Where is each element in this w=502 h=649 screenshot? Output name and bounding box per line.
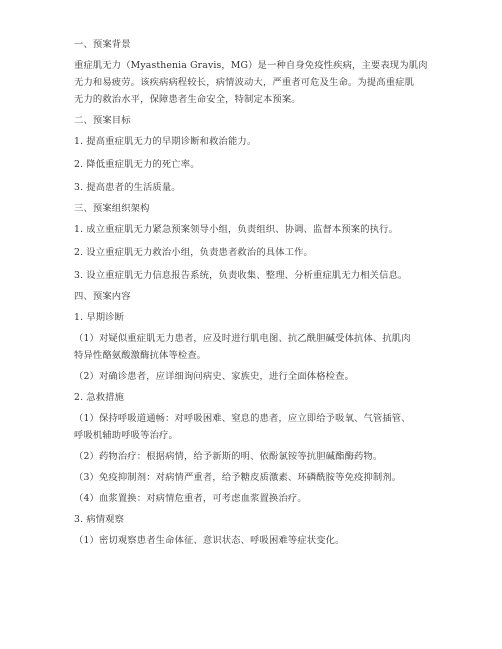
section-heading-goals: 二、预案目标 <box>74 115 131 126</box>
item-line: 呼吸机辅助呼吸等治疗。 <box>74 430 178 441</box>
subsection-title-early-diagnosis: 1. 早期诊断 <box>74 312 125 323</box>
goal-item: 1. 提高重症肌无力的早期诊断和救治能力。 <box>74 136 257 147</box>
document-page <box>74 38 434 547</box>
paragraph-line: 无力的救治水平，保障患者生命安全，特制定本预案。 <box>74 94 301 105</box>
emergency-item-2: （2）药物治疗：根据病情，给予新斯的明、依酚氯铵等抗胆碱酯酶药物。 <box>74 451 383 462</box>
section-heading-background: 一、预案背景 <box>74 39 131 50</box>
organization-item: 2. 设立重症肌无力救治小组，负责患者救治的具体工作。 <box>74 247 314 258</box>
goal-item: 2. 降低重症肌无力的死亡率。 <box>74 159 200 170</box>
emergency-item-4: （4）血浆置换：对病情危重者，可考虑血浆置换治疗。 <box>74 493 307 504</box>
paragraph-line: 无力和易疲劳。该疾病病程较长，病情波动大，严重者可危及生命。为提高重症肌 <box>74 77 415 88</box>
observation-item-1: （1）密切观察患者生命体征、意识状态、呼吸困难等症状变化。 <box>74 535 345 546</box>
diagnosis-item-2: （2）对确诊患者，应详细询问病史、家族史，进行全面体格检查。 <box>74 371 355 382</box>
emergency-item-3: （3）免疫抑制剂：对病情严重者，给予糖皮质激素、环磷酰胺等免疫抑制剂。 <box>74 472 402 483</box>
background-paragraph <box>74 59 434 106</box>
item-line: 特异性酪氨酸激酶抗体等检查。 <box>74 350 207 361</box>
organization-item: 3. 设立重症肌无力信息报告系统，负责收集、整理、分析重症肌无力相关信息。 <box>74 270 408 281</box>
section-heading-organization: 三、预案组织架构 <box>74 203 150 214</box>
item-line: （1）保持呼吸道通畅：对呼吸困难、窒息的患者，应立即给予吸氧、气管插管、 <box>74 413 411 424</box>
subsection-title-observation: 3. 病情观察 <box>74 514 125 525</box>
emergency-item-1 <box>74 412 434 442</box>
item-line: （1）对疑似重症肌无力患者，应及时进行肌电图、抗乙酰胆碱受体抗体、抗肌肉 <box>74 333 411 344</box>
diagnosis-item-1 <box>74 332 434 362</box>
paragraph-line: 重症肌无力（Myasthenia Gravis，MG）是一种自身免疫性疾病，主要表现为肌肉 <box>74 60 428 71</box>
organization-item: 1. 成立重症肌无力紧急预案领导小组，负责组织、协调、监督本预案的执行。 <box>74 224 399 235</box>
goal-item: 3. 提高患者的生活质量。 <box>74 182 181 193</box>
section-heading-content: 四、预案内容 <box>74 291 131 302</box>
subsection-title-emergency: 2. 急救措施 <box>74 392 125 403</box>
